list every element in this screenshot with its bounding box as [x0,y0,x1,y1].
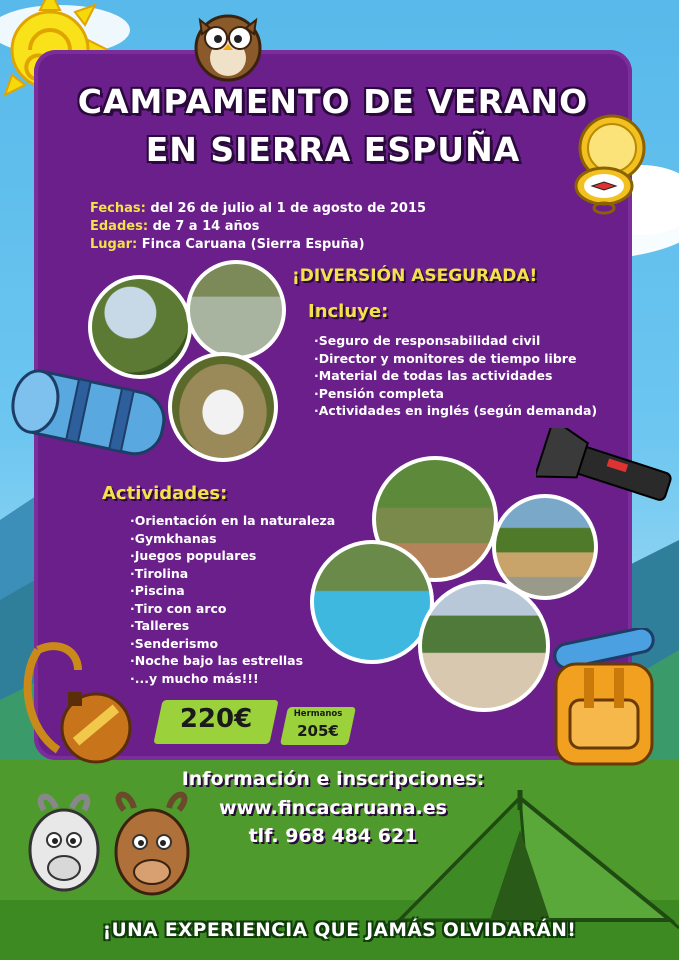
actividades-list [130,512,335,687]
contact-phone: tlf. 968 484 621 [248,825,418,847]
list-item: ·Senderismo [130,635,219,651]
lugar-label: Lugar: [90,237,138,252]
photo-parachute-game [168,352,278,462]
list-item: ·Material de todas las actividades [314,368,553,383]
incluye-list [314,332,597,420]
list-item: ·Orientación en la naturaleza [130,513,336,528]
list-item: ·...y mucho más!!! [130,670,259,686]
compass-icon [572,108,646,218]
tent-icon [380,790,679,930]
info-fechas [90,201,426,216]
photo-tents [418,580,550,712]
edades-label: Edades: [90,219,149,234]
list-item: ·Juegos populares [130,548,257,563]
list-item: ·Tiro con arco [130,600,227,616]
list-item: ·Director y monitores de tiempo libre [314,350,577,366]
hermanos-label: Hermanos [293,709,343,719]
list-item: ·Pensión completa [314,385,444,401]
goats-icon [14,790,204,920]
photo-archery [186,260,286,360]
list-item: ·Seguro de responsabilidad civil [314,333,541,348]
photo-pool [310,540,434,664]
owl-icon [190,6,266,82]
price-main: 220€ [179,704,253,734]
footer-slogan: ¡UNA EXPERIENCIA QUE JAMÁS OLVIDARÁN! [102,920,577,941]
fechas-label: Fechas: [90,201,146,216]
list-item: ·Piscina [130,583,185,598]
contact-web: www.fincacaruana.es [219,797,447,819]
canteen-icon [18,640,138,770]
lugar-value: Finca Caruana (Sierra Espuña) [141,237,365,252]
incluye-heading: Incluye: [308,301,389,322]
actividades-heading: Actividades: [102,483,228,504]
title-line-1: CAMPAMENTO DE VERANO [77,82,589,121]
list-item: ·Actividades en inglés (según demanda) [314,403,598,418]
fechas-value: del 26 de julio al 1 de agosto de 2015 [150,201,427,216]
list-item: ·Tirolina [130,565,189,581]
sleeping-bag-icon [4,364,174,464]
list-item: ·Talleres [130,618,190,633]
info-edades [90,219,259,234]
hermanos-value: 205€ [297,722,339,740]
backpack-icon [540,628,670,768]
edades-value: de 7 a 14 años [152,219,260,234]
contact-heading: Información e inscripciones: [181,768,485,790]
list-item: ·Gymkhanas [130,530,217,546]
title-line-2: EN SIERRA ESPUÑA [145,130,521,169]
list-item: ·Noche bajo las estrellas [130,653,304,668]
slogan: ¡DIVERSIÓN ASEGURADA! [292,266,538,286]
info-lugar [90,237,365,252]
